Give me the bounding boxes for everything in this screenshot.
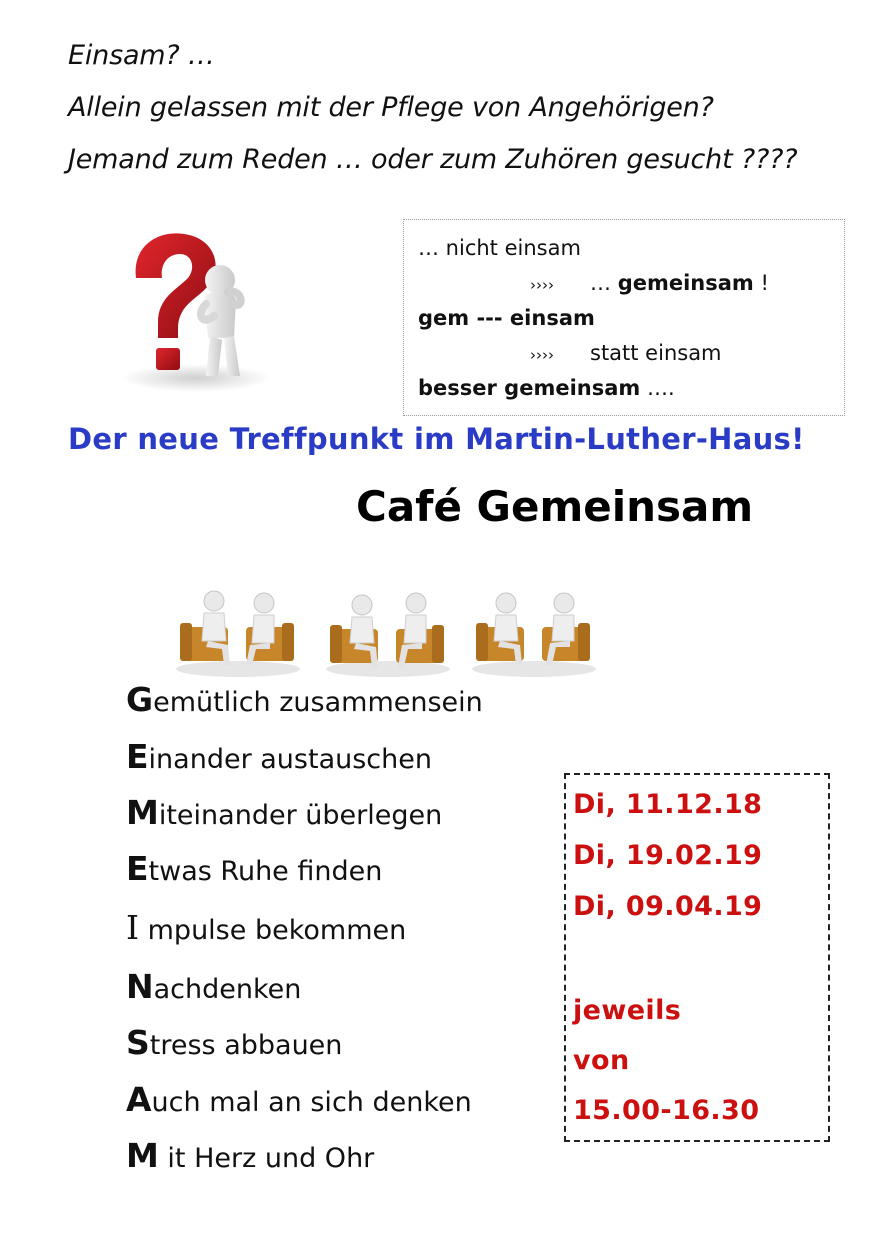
wordplay-line-1: … nicht einsam bbox=[418, 236, 581, 260]
acrostic-letter: E bbox=[126, 737, 149, 776]
list-item bbox=[126, 737, 432, 787]
acrostic-text: twas Ruhe finden bbox=[148, 856, 383, 887]
list-item bbox=[126, 793, 442, 843]
acrostic-text: tress abbauen bbox=[149, 1030, 343, 1061]
acrostic-text: uch mal an sich denken bbox=[151, 1087, 472, 1118]
list-item bbox=[126, 1136, 374, 1186]
intro-line-3: Jemand zum Reden … oder zum Zuhören gesucht ???? bbox=[68, 144, 798, 175]
dates-box bbox=[564, 773, 830, 1142]
acrostic-letter: A bbox=[126, 1080, 152, 1119]
wordplay-besser-gemeinsam: besser gemeinsam bbox=[418, 376, 641, 400]
list-item bbox=[126, 849, 382, 899]
acrostic-text: inander austauschen bbox=[148, 744, 432, 775]
list-item bbox=[126, 908, 406, 958]
wordplay-line-4 bbox=[530, 341, 722, 365]
acrostic-letter: I bbox=[126, 908, 140, 947]
people-on-chairs-icon bbox=[324, 585, 452, 680]
list-item bbox=[126, 967, 301, 1017]
acrostic-letter: M bbox=[126, 793, 159, 832]
wordplay-line-4-text: statt einsam bbox=[590, 341, 722, 365]
acrostic-text: mpulse bekommen bbox=[139, 915, 407, 946]
acrostic-text: iteinander überlegen bbox=[158, 800, 443, 831]
list-item bbox=[126, 1023, 342, 1073]
list-item bbox=[126, 680, 483, 730]
acrostic-letter: E bbox=[126, 849, 149, 888]
date-3: Di, 09.04.19 bbox=[573, 891, 763, 922]
wordplay-line-5 bbox=[418, 376, 675, 400]
wordplay-line-2 bbox=[530, 271, 769, 295]
wordplay-line-3: gem --- einsam bbox=[418, 306, 595, 330]
acrostic-letter: S bbox=[126, 1023, 150, 1062]
date-from: von bbox=[573, 1045, 630, 1076]
question-mark-figure-icon bbox=[96, 218, 274, 398]
wordplay-gemeinsam: gemeinsam bbox=[617, 271, 754, 295]
people-on-chairs-icon bbox=[174, 585, 302, 680]
list-item bbox=[126, 1080, 472, 1130]
arrows-icon: ›››› bbox=[530, 346, 554, 364]
date-2: Di, 19.02.19 bbox=[573, 840, 763, 871]
intro-questions bbox=[68, 30, 797, 186]
wordplay-line-2-prefix: … bbox=[590, 271, 618, 295]
arrows-icon: ›››› bbox=[530, 276, 554, 294]
intro-line-1: Einsam? … bbox=[68, 40, 215, 71]
acrostic-letter: G bbox=[126, 680, 154, 719]
people-on-chairs-icon bbox=[470, 585, 598, 680]
intro-line-2: Allein gelassen mit der Pflege von Angehörigen? bbox=[68, 92, 714, 123]
wordplay-line-2-suffix: ! bbox=[753, 271, 769, 295]
date-1: Di, 11.12.18 bbox=[573, 789, 763, 820]
wordplay-line-5-suffix: …. bbox=[640, 376, 675, 400]
acrostic-text: achdenken bbox=[153, 974, 302, 1005]
headline: Der neue Treffpunkt im Martin-Luther-Haus! bbox=[68, 422, 805, 456]
date-time: 15.00-16.30 bbox=[573, 1095, 760, 1126]
acrostic-text: emütlich zusammensein bbox=[153, 687, 483, 718]
acrostic-letter: N bbox=[126, 967, 154, 1006]
acrostic-letter: M bbox=[126, 1136, 159, 1175]
wordplay-box bbox=[403, 219, 845, 416]
acrostic-text: it Herz und Ohr bbox=[158, 1143, 375, 1174]
page-title: Café Gemeinsam bbox=[356, 482, 754, 531]
date-each: jeweils bbox=[573, 995, 682, 1026]
